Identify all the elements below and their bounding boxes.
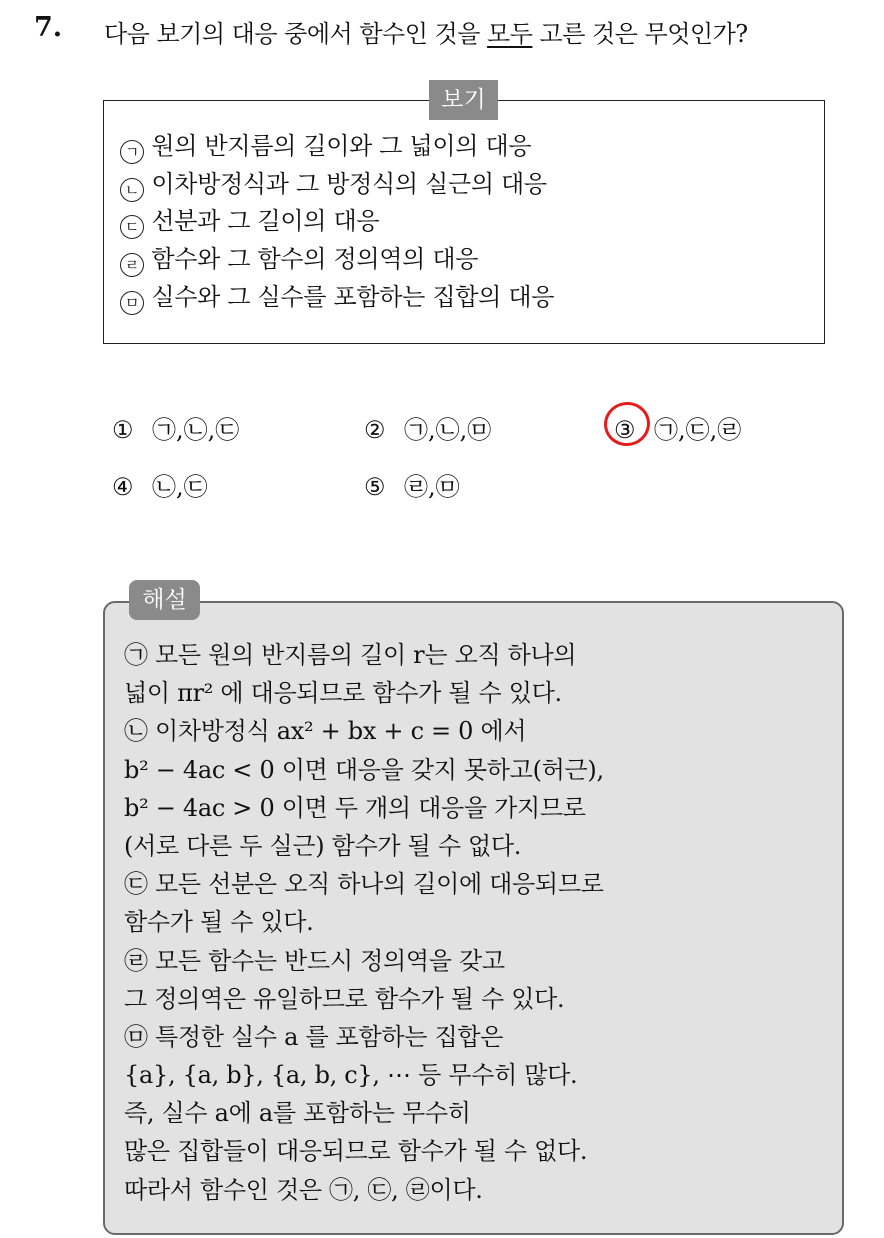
- choice-4[interactable]: [112, 467, 208, 502]
- bogi-item-marker: ㄷ: [120, 215, 144, 239]
- question-text-before: 다음 보기의 대응 중에서 함수인 것을: [104, 20, 488, 48]
- choice-number: ②: [364, 416, 386, 444]
- bogi-item: [120, 241, 554, 279]
- explanation-line: 넓이 πr² 에 대응되므로 함수가 될 수 있다.: [124, 679, 562, 708]
- bogi-item-marker: ㅁ: [120, 291, 144, 315]
- choice-text: ㉠,㉡,㉤: [404, 416, 492, 444]
- explanation-line: ㉤ 특정한 실수 a 를 포함하는 집합은: [124, 1022, 504, 1051]
- choice-5[interactable]: [364, 467, 460, 502]
- choice-number: ④: [112, 473, 134, 501]
- explanation-line: 함수가 될 수 있다.: [124, 908, 314, 937]
- question-text: [104, 14, 748, 49]
- bogi-item: [120, 203, 554, 241]
- bogi-item-marker: ㄹ: [120, 253, 144, 277]
- explanation-lines: [124, 636, 604, 1209]
- explanation-line: ㉠ 모든 원의 반지름의 길이 r는 오직 하나의: [124, 641, 577, 669]
- choice-2[interactable]: [364, 410, 491, 445]
- choice-number: ③: [614, 416, 636, 444]
- bogi-label: 보기: [429, 80, 498, 120]
- explanation-line: ㉡ 이차방정식 ax² + bx + c = 0 에서: [124, 717, 527, 746]
- question-text-after: 고른 것은 무엇인가?: [532, 20, 748, 48]
- bogi-item: [120, 128, 554, 166]
- question-number: 7.: [34, 12, 63, 43]
- choice-text: ㉠,㉢,㉣: [654, 416, 742, 444]
- explanation-line: {a}, {a, b}, {a, b, c}, ⋯ 등 무수히 많다.: [124, 1061, 578, 1090]
- bogi-item: [120, 166, 554, 204]
- explanation-line: 즉, 실수 a에 a를 포함하는 무수히: [124, 1099, 471, 1128]
- bogi-item-text: 실수와 그 실수를 포함하는 집합의 대응: [151, 282, 555, 311]
- bogi-item-text: 선분과 그 길이의 대응: [151, 207, 380, 236]
- explanation-line: ㉣ 모든 함수는 반드시 정의역을 갖고: [124, 946, 505, 975]
- choice-text: ㉣,㉤: [404, 473, 460, 501]
- choice-text: ㉡,㉢: [152, 473, 208, 501]
- bogi-item-text: 원의 반지름의 길이와 그 넓이의 대응: [151, 132, 532, 160]
- explanation-line: ㉢ 모든 선분은 오직 하나의 길이에 대응되므로: [124, 870, 604, 899]
- explanation-line: b² − 4ac < 0 이면 대응을 갖지 못하고(허근),: [124, 755, 604, 784]
- choice-number: ①: [112, 416, 134, 444]
- choice-text: ㉠,㉡,㉢: [152, 416, 240, 444]
- explanation-line: 그 정의역은 유일하므로 함수가 될 수 있다.: [124, 984, 565, 1013]
- bogi-item-text: 이차방정식과 그 방정식의 실근의 대응: [151, 169, 547, 198]
- choice-number: ⑤: [364, 473, 386, 501]
- explanation-label: 해설: [129, 580, 200, 620]
- explanation-line: b² − 4ac > 0 이면 두 개의 대응을 가지므로: [124, 793, 586, 822]
- question-text-underlined: 모두: [487, 20, 533, 48]
- explanation-line: (서로 다른 두 실근) 함수가 될 수 없다.: [124, 831, 522, 860]
- bogi-item-marker: ㄴ: [120, 178, 144, 202]
- bogi-item-marker: ㄱ: [120, 140, 144, 164]
- explanation-line: 많은 집합들이 대응되므로 함수가 될 수 없다.: [124, 1137, 588, 1166]
- bogi-item: [120, 279, 554, 317]
- bogi-item-text: 함수와 그 함수의 정의역의 대응: [151, 245, 479, 274]
- choice-1[interactable]: [112, 410, 239, 445]
- explanation-line: 따라서 함수인 것은 ㉠, ㉢, ㉣이다.: [124, 1175, 483, 1204]
- bogi-items: [120, 128, 554, 316]
